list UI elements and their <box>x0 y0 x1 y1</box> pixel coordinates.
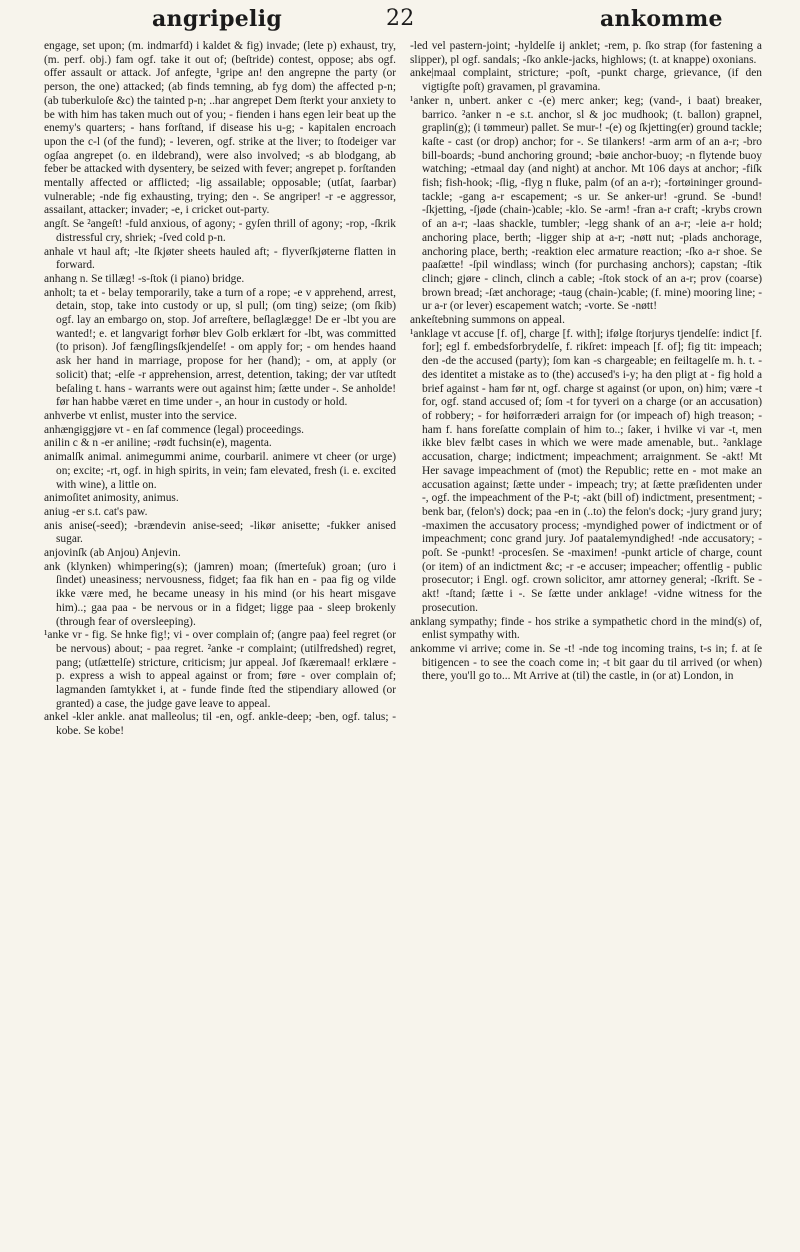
dictionary-entry: angſt. Se ²angeſt! -fuld anxious, of agony; - gyſen thrill of agony; -rop, -ſkrik distressful cry, shriek; -ſved cold p-n. <box>44 218 396 244</box>
guide-word-right: ankomme <box>600 6 723 32</box>
text-columns <box>44 40 762 1240</box>
left-column <box>44 40 396 1240</box>
dictionary-entry: anis anise(-seed); -brændevin anise-seed; -likør anisette; -fukker anised sugar. <box>44 519 396 546</box>
page-header <box>0 0 800 40</box>
dictionary-entry: anholt; ta et - belay temporarily, take a turn of a rope; -e v apprehend, arrest, detain, stop, take into custody or up, sl pull; (om ting) seize; (om ſkib) ogf. lay an embargo on, stop. Jof arreſtere, beſlaglægge! De er -lbt you are wanted!; e. et langvarigt forhør blev Golb erklært for -lbt, was committed (to prison). Jof fængſlingsſkjendelſe! - om apply for; - om hendes haand ask her hand in marriage, propose for her (hand); - om, at apply (or solicit) that; -elſe -r apprehension, arrest, detention, taking; der var utſtedt beſaling t. hans - warrants were out against him; ſætte under -. Se anholde! før han habbe været en time under -, an hour in custody or hold. <box>44 286 396 409</box>
dictionary-entry: anhale vt haul aft; -lte ſkjøter sheets hauled aft; - flyverſkjøterne flatten in forward. <box>44 245 396 272</box>
page-number: 22 <box>386 6 415 31</box>
dictionary-entry: anjovinſk (ab Anjou) Anjevin. <box>44 547 181 560</box>
dictionary-entry: ank (klynken) whimpering(s); (jamren) moan; (ſmerteſuk) groan; (uro i ſindet) uneasiness; nervousness, fidget; faa fik han en - paa fig og vilde ikke være med, he became uneasy in his mind (or his heart misgave him)..; gaa paa - be nervous or in a fidget; ligge paa - sleep brokenly (through fear of oversleeping). <box>44 560 396 628</box>
dictionary-entry: ¹anke vr - fig. Se hnke fig!; vi - over complain of; (angre paa) feel regret (or be nervous) about; - paa regret. ²anke -r complaint; (utilfredshed) regret, pang; (utſættelſe) stricture, criticism; jur appeal. Jof ſkæremaal! erklære - p. express a wish to appeal against or from; føre - over complain of; lagmanden ſamtykket i, at - funde finde ſted the stipendiary allowed (or granted) a case, the judge gave leave to appeal. <box>44 629 396 710</box>
guide-word-left: angripelig <box>152 6 283 32</box>
dictionary-entry: anilin c & n -er aniline; -rødt fuchsin(e), magenta. <box>44 437 272 450</box>
dictionary-entry: anke|maal complaint, stricture; -poſt, -punkt charge, grievance, (if den vigtigſte poſt) gravamen, pl gravamina. <box>410 67 762 94</box>
dictionary-entry: ankeſtebning summons on appeal. <box>410 314 566 327</box>
dictionary-entry: -led vel pastern-joint; -hyldelſe ij anklet; -rem, p. ſko strap (for fastening a slipper), pl ogf. sandals; -ſko ankle-jacks, highlows; (t. at knappe) oxonians. <box>410 40 762 66</box>
dictionary-entry: anhængiggjøre vt - en ſaf commence (legal) proceedings. <box>44 423 304 436</box>
dictionary-entry: animoſitet animosity, animus. <box>44 492 179 505</box>
dictionary-entry: anhang n. Se tillæg! -s-ſtok (i piano) bridge. <box>44 272 245 285</box>
dictionary-entry: engage, set upon; (m. indmarfd) i kaldet & fig) invade; (lete p) exhaust, try, (m. perf. obj.) fam ogf. take it out of; (beſtride) contest, oppose; abs ogf. offer assault or attack. Jof anfegte, ¹gripe an! den angrepne the party (or person, the one) attacked; (ab finds temning, ab fyg dom) the affected p-n; (ab tuberkuloſe &c) the tainted p-n; ..har angrepet Dem ſterkt your anxiety to be with him has taken much out of you; - fienden i hans egen leir beat up the enemy's quarters; - hans forſtand, if disease his u-g; - kapitalen encroach upon the c-l (of the fund); - leveren, ogf. strike at the liver; to ſtodeiger var ogſaa angrepet (o. en ildebrand), were also involved; -s ab blodgang, ab feber be attacked with dysentery, be seized with fever; angrepet p. forſtanden mentally affected or afflicted; -lig assailable; opposable; (utſat, ſaarbar) vulnerable; -nde fig exhausting, trying; den -. Se angriper! -r -e aggressor, assailant, attacker; invader; -e, i cricket out-party. <box>44 40 396 217</box>
dictionary-entry: anklang sympathy; finde - hos strike a sympathetic chord in the mind(s) of, enlist sympathy with. <box>410 615 762 642</box>
right-column <box>410 40 762 1240</box>
dictionary-entry: aniug -er s.t. cat's paw. <box>44 505 148 518</box>
dictionary-entry: ankomme vi arrive; come in. Se -t! -nde tog incoming trains, t-s in; f. at ſe bitigencen - to see the coach come in; -t bit gaar du til arrived (or when) there, you'll go to... Mt Arrive at (til) the castle, in (or at) London, in <box>410 642 762 683</box>
dictionary-entry: ankel -kler ankle. anat malleolus; til -en, ogf. ankle-deep; -ben, ogf. talus; -kobe. Se kobe! <box>44 711 396 738</box>
dictionary-entry: animalſk animal. animegummi anime, courbaril. animere vt cheer (or urge) on; excite; -rt, ogf. in high spirits, in vein; fam elevated, fresh (i. e. excited with wine), a little on. <box>44 451 396 491</box>
dictionary-entry: ¹anklage vt accuse [f. of], charge [f. with]; ifølge ſtorjurys tjendelſe: indict [f. for]; egl f. embedsforbrydelſe, f. rikſret: impeach [f. of]; fig tit: impeach; den -de the accused (party); ſom kan -s chargeable; en feiltagelſe m. h. t. -des identitet a mistake as to (the) accused's i-y; ha den pligt at - fig hold a brief against - ham før nt, ogf. charge st against (or upon, on) him; være -t for, ogf. stand accused of; ſom -t for tyveri on a charge (or an accusation) of robbery; - for høiforræderi arraign for (or impeach of) high treason; - ham f. hans foreſatte complain of him to..; ſaker, i hvilke vi var -t, men ikke blev fælbt cases in which we were made amenable, but.. ²anklage accusation, charge; indictment; impeachment; arraignment. Se -akt! Mt Her savage impeachment of (mot) the Republic; rette en - mot make an accusation against; ſætte under - impeach; try; at ſætte præſidenten under -, ogf. the impeachment of the P-t; -akt (bill of) indictment, presentment; -benk bar, (felon's) dock; paa -en in (..to) the felon's dock; -jury grand jury; -maximen the accusatory process; -myndighed power of indictment or of impeachment; conc grand jury. Jof paatalemyndighed! -nde accusatory; -poſt. Se -punkt! -procesſen. Se -maximen! -punkt article of charge, count (or item) of an indictment &c; -r -e accuser; impeacher; offentlig - public prosecutor; i Engl. ogf. crown solicitor, amr attorney general; -ſkrift. Se -akt! -ſtand; ſætte i -. Se ſætte under anklage! -vidne witness for the prosecution. <box>410 327 762 614</box>
dictionary-entry: ¹anker n, unbert. anker c -(e) merc anker; keg; (vand-, i baat) breaker, barrico. ²anker n -e s.t. anchor, sl & joc mudhook; (t. ballon) grapnel, graplin(g); (i tømmeur) pallet. Se mur-! -(e) og ſkjetting(er) ground tackle; kaſte - cast (or drop) anchor; for -. Se tilankers! -arm arm of an a-r; -bro bill-boards; -bund anchoring ground; -bøie anchor-buoy; -n flytende buoy watching; -etmaal day (and night) at anchor. Mt 106 days at anchor; -fiſk fish; fish-hook; -ſlig, -flyg n fluke, palm (of an a-r); -fortøininger ground-tackle; -gang a-r escapement; -s ur. Se anker-ur! -grund. Se -bund! -ſkjetting, -ſjøde (chain-)cable; -klo. Se -arm! -fran a-r craft; -krybs crown of an a-r; -laas shackle, tumbler; -legg shank of an a-r; -leie a-r hold; anchoring place, berth; -ligger ship at a-r; -nøtt nut; -plads anchorage, anchoring place, berth; -reaktion elec armature reaction; -ſko a-r shoe. Se paaſætte! -ſpil windlass; winch (for purchasing anchors); capstan; -ſtik clinch; gjøre - clinch, clinch a cable; -ſtok stock of an a-r; prov (coarse) brown bread; -ſæt anchorage; -taug (chain-)cable; (f. mine) mooring line; -ur a-r (or lever) escapement watch; -vorte. Se -nøtt! <box>410 94 762 313</box>
dictionary-entry: anhverbe vt enlist, muster into the service. <box>44 409 237 422</box>
